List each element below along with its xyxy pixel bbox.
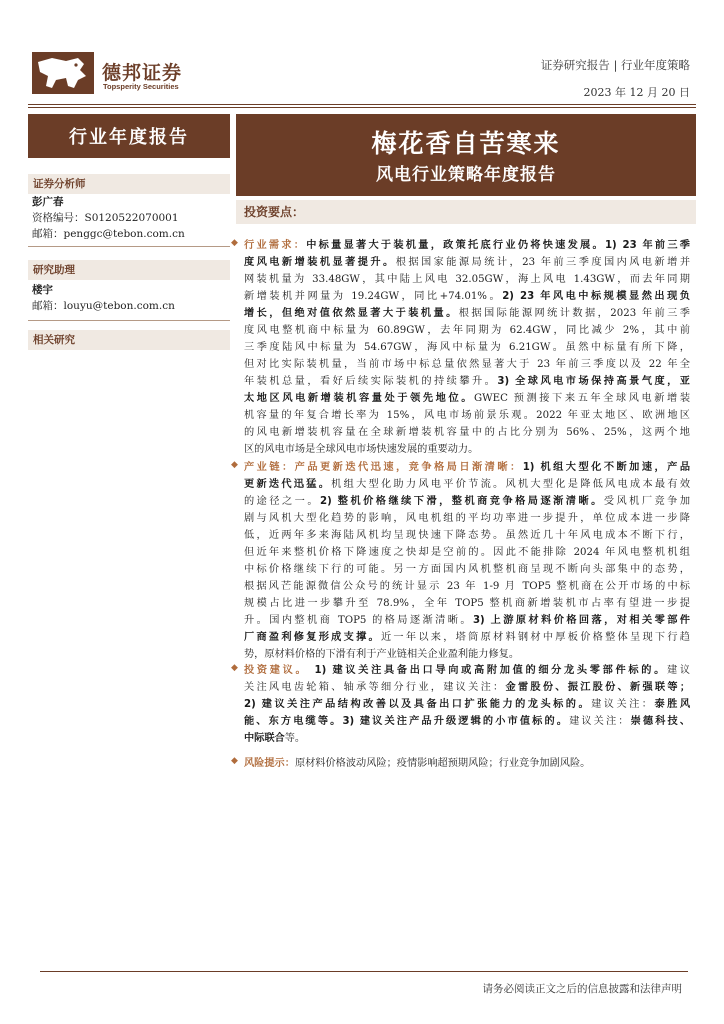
paragraph-line [244, 459, 690, 476]
paragraph-line [244, 407, 690, 424]
text-run: 中标价格继续下行的可能。另一方面国内风机整机商呈现不断向头部集中的态势， [244, 564, 690, 575]
text-run: 机容量的年复合增长率为 15%，风电市场前景乐观。2022 年亚太地区、欧洲地区 [244, 410, 690, 421]
logo-cn: 德邦证券 [102, 62, 183, 84]
key-points-heading: 投资要点： [236, 200, 696, 224]
report-category: 行业年度报告 [28, 114, 230, 158]
text-run: 规模占比进一步攀升至 78.9%，全年 TOP5 整机商新增装机市占率有望进一步提 [244, 598, 690, 609]
text-run: 的风电新增装机容量在全球新增装机容量中的占比分别为 56%、25%，这两个地 [244, 427, 690, 438]
bull-logo-icon [32, 52, 94, 94]
main-title: 梅花香自苦寒来 [371, 129, 561, 158]
text-run: 泰胜风 [654, 699, 690, 710]
text-run: 3) 全球风电市场保持高景气度，亚 [497, 376, 690, 387]
text-run: 度风电新增装机显著提升。 [244, 257, 396, 268]
text-run: 崇德科技、 [630, 716, 690, 727]
text-run: 受风机厂竞争加 [603, 496, 690, 507]
paragraph-line [244, 713, 690, 730]
paragraph-line [244, 527, 690, 544]
assistant-heading: 研究助理 [28, 260, 230, 280]
text-run: 三季度陆风中标量为 54.67GW，海风中标量为 6.21GW。虽然中标量有所下降， [244, 342, 690, 353]
side-divider [28, 320, 230, 321]
paragraph-line [244, 288, 690, 305]
text-run: 3) 建议关注产品升级逻辑的小市值标的。 [342, 716, 570, 727]
text-run: 根据国家能源局统计，23 年前三季度国内风电新增并 [395, 257, 690, 268]
sub-title: 风电行业策略年度报告 [376, 165, 556, 185]
related-heading: 相关研究 [28, 330, 230, 350]
text-run: 2) 整机价格继续下滑，整机商竞争格局逐渐清晰。 [320, 496, 604, 507]
footer-divider [40, 971, 688, 972]
text-run: 建议 [666, 665, 690, 676]
text-run: 但对比实际装机量，当前市场中标总量依然显著大于 23 年前三季度以及 22 年全 [244, 359, 690, 370]
analyst-name: 彭广春 [32, 196, 64, 208]
text-run: 建议关注： [569, 716, 631, 727]
text-run: 投资建议。 [244, 665, 309, 676]
text-run: 等。 [284, 733, 306, 744]
assistant-name: 楼宇 [32, 284, 53, 296]
text-run: 网装机量为 33.48GW，其中陆上风电 32.05GW，海上风电 1.43GW，而去年同期 [244, 274, 690, 285]
text-run: 1) 机组大型化不断加速，产品 [522, 462, 690, 473]
paragraph-line [244, 578, 690, 595]
paragraph-line [244, 254, 690, 271]
paragraph-line [244, 493, 690, 510]
paragraph-line [244, 373, 690, 390]
paragraph-industry-chain [231, 459, 690, 663]
paragraph-line [244, 441, 690, 458]
text-run: 更新迭代迅猛。 [244, 479, 332, 490]
text-run: 度风电整机商中标量为 60.89GW，去年同期为 62.4GW，同比减少 2%，其中前 [244, 325, 690, 336]
paragraph-line [244, 755, 690, 772]
paragraph-line [244, 237, 690, 254]
text-run: 中标量显著大于装机量，政策托底行业仍将快速发展。1) 23 年前三季 [306, 240, 690, 251]
text-run: 增长，但绝对值依然显著大于装机量。 [244, 308, 459, 319]
analyst-heading: 证券分析师 [28, 174, 230, 194]
text-run: 的途径之一。 [244, 496, 321, 507]
text-run: 区的风电市场是全球风电市场快速发展的重要动力。 [244, 444, 479, 455]
paragraph-investment [231, 662, 690, 747]
paragraph-line [244, 339, 690, 356]
text-run: 但近年来整机价格下降速度之快却是空前的。因此不能排除 2024 年风电整机机组 [244, 547, 690, 558]
text-run: 升。国内整机商 TOP5 的格局逐渐清晰。 [244, 615, 473, 626]
text-run: 2) 23 年风电中标规模显然出现负 [502, 291, 690, 302]
text-run: 中际联合 [244, 733, 285, 744]
paragraph-line [244, 612, 690, 629]
paragraph-risk [231, 755, 690, 772]
text-run: 剧与风机大型化趋势的影响，风电机组的平均功率进一步提升，单位成本进一步降 [244, 513, 690, 524]
text-run: 原材料价格波动风险；疫情影响超预期风险；行业竞争加剧风险。 [294, 758, 591, 769]
text-run: GWEC 预测接下来五年全球风电新增装 [474, 393, 690, 404]
diamond-bullet-icon: ◆ [231, 663, 238, 673]
text-run: 关注风电齿轮箱、轴承等细分行业，建议关注： [244, 682, 506, 693]
text-run: 太地区风电新增装机容量处于领先地位。 [244, 393, 475, 404]
paragraph-line [244, 544, 690, 561]
diamond-bullet-icon: ◆ [231, 238, 238, 248]
text-run: 根据国际能源网统计数据，2023 年前三季 [458, 308, 690, 319]
paragraph-line [244, 646, 690, 663]
text-run: 机组大型化助力风电平价节流。风机大型化是降低风电成本最有效 [331, 479, 690, 490]
text-run: 低，近两年多来海陆风机均呈现快速下降态势。虽然近几十年风电成本不断下行， [244, 530, 690, 541]
paragraph-line [244, 730, 690, 747]
paragraph-demand [231, 237, 690, 458]
text-run: 3) 上游原材料价格回落，对相关零部件 [472, 615, 690, 626]
paragraph-line [244, 476, 690, 493]
text-run: 近一年以来，塔筒原材料钢材中厚板价格整体呈现下行趋 [380, 632, 690, 643]
text-run: 风险提示： [244, 758, 295, 769]
text-run: 行业需求： [244, 240, 307, 251]
text-run: 1) 建议关注具备出口导向或高附加值的细分龙头零部件标的。 [308, 665, 667, 676]
text-run: 势，原材料价格的下滑有利于产业链相关企业盈利能力修复。 [244, 649, 520, 660]
paragraph-line [244, 305, 690, 322]
text-run: 厂商盈利修复形成支撑。 [244, 632, 381, 643]
paragraph-line [244, 271, 690, 288]
diamond-bullet-icon: ◆ [231, 460, 238, 470]
diamond-bullet-icon: ◆ [231, 756, 238, 766]
side-divider [28, 246, 230, 247]
analyst-email[interactable]: 邮箱：penggc@tebon.com.cn [32, 228, 185, 240]
text-run: 产业链：产品更新迭代迅速，竞争格局日渐清晰： [244, 462, 523, 473]
paragraph-line [244, 322, 690, 339]
paragraph-line [244, 595, 690, 612]
paragraph-line [244, 662, 690, 679]
paragraph-line [244, 629, 690, 646]
logo-en: Topsperity Securities [103, 82, 179, 91]
header-divider-thin [28, 107, 696, 108]
analyst-cert: 资格编号：S0120522070001 [32, 212, 179, 224]
paragraph-line [244, 696, 690, 713]
title-banner [236, 114, 696, 196]
footer-disclaimer[interactable]: 请务必阅读正文之后的信息披露和法律声明 [482, 983, 682, 995]
paragraph-line [244, 679, 690, 696]
paragraph-line [244, 356, 690, 373]
paragraph-line [244, 390, 690, 407]
assistant-email[interactable]: 邮箱：louyu@tebon.com.cn [32, 300, 175, 312]
text-run: 新增装机并网量为 19.24GW，同比+74.01%。 [244, 291, 503, 302]
paragraph-line [244, 510, 690, 527]
text-run: 能、东方电缆等。 [244, 716, 343, 727]
text-run: 2) 建议关注产品结构改善以及具备出口扩张能力的龙头标的。 [244, 699, 592, 710]
paragraph-line [244, 424, 690, 441]
text-run: 根据风芒能源微信公众号的统计显示 23 年 1-9 月 TOP5 整机商在公开市场的中标 [244, 581, 690, 592]
header-divider [28, 104, 696, 105]
report-type: 证券研究报告 | 行业年度策略 [540, 58, 690, 72]
text-run: 金雷股份、振江股份、新强联等； [505, 682, 690, 693]
text-run: 年装机总量，看好后续实际装机的持续攀升。 [244, 376, 498, 387]
text-run: 建议关注： [591, 699, 655, 710]
report-date: 2023 年 12 月 20 日 [583, 86, 690, 99]
paragraph-line [244, 561, 690, 578]
